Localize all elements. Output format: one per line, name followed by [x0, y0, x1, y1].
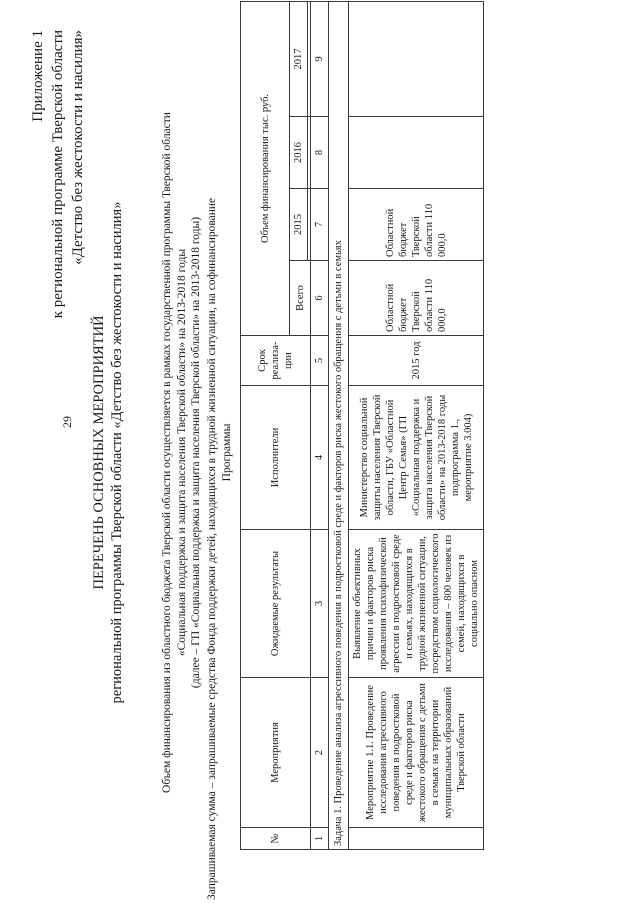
header-2016: 2016	[290, 117, 308, 189]
row-1-activity: Мероприятие 1.1. Проведение исследования агрессивного поведения в подростковой среде и факторов риска жестокого обращения с детьми в семьях на территории муниципальных образований Тверской области	[349, 678, 484, 828]
document-title	[90, 0, 126, 905]
activities-table	[240, 1, 484, 850]
funding-note-line-2: «Социальная поддержка и защита населения Тверской области» на 2013-2018 годы	[175, 248, 188, 657]
appendix-line-3: «Детство без жестокости и насилия»	[70, 30, 86, 265]
funding-note-line-5: Программы	[220, 423, 233, 482]
row-1-no	[349, 828, 484, 850]
col-number-9: 9	[311, 1, 329, 116]
col-number-8: 8	[311, 117, 329, 189]
col-number-5: 5	[311, 336, 329, 386]
header-term: Срок реализа-ции	[241, 336, 311, 386]
header-no: №	[241, 828, 311, 850]
column-number-row	[311, 1, 329, 849]
table-header-row	[241, 1, 290, 849]
title-line-2: региональной программы Тверской области «Детство без жестокости и насилия»	[109, 201, 125, 704]
table-row	[349, 1, 484, 849]
header-results: Ожидаемые результаты	[241, 530, 311, 678]
col-number-6: 6	[311, 261, 329, 336]
header-funding: Объем финансирования тыс. руб.	[241, 1, 290, 335]
header-total: Всего	[290, 261, 311, 336]
appendix-line-2: к региональной программе Тверской области	[50, 30, 66, 319]
header-2017: 2017	[290, 1, 308, 116]
funding-note	[160, 40, 204, 865]
title-line-1: ПЕРЕЧЕНЬ ОСНОВНЫХ МЕРОПРИЯТИЙ	[91, 315, 107, 590]
col-number-4: 4	[311, 386, 329, 530]
row-1-result: Выявление объективных причин и факторов риска проявления психофизической агрессии в подростковой среде и семьях, находящихся в трудной жизненной ситуации, посредством социологического исследования – 800 человек из семей, находящихся в социально опасном	[349, 530, 484, 678]
col-number-3: 3	[311, 530, 329, 678]
row-1-term: 2015 год	[349, 336, 484, 386]
col-number-2: 2	[311, 678, 329, 828]
col-number-1: 1	[311, 828, 329, 850]
appendix-line-1: Приложение 1	[30, 30, 46, 122]
row-1-2016	[349, 117, 484, 189]
funding-note-line-1: Объем финансирования из областного бюджета Тверской области осуществляется в рамках государственной программы Тверской области	[161, 112, 173, 793]
header-executors: Исполнители	[241, 386, 311, 530]
row-1-2015: Областной бюджет Тверской области 110 000,0	[349, 189, 484, 261]
funding-note-line-3: (далее – ГП «Социальная поддержка и защита населения Тверской области» на 2013-2018 годы)	[190, 216, 203, 689]
task-row	[329, 1, 349, 849]
funding-note-line-4: Запрашиваемая сумма – запрашиваемые средства Фонда поддержки детей, находящихся в трудной жизненной ситуации, на софинансирование	[206, 197, 218, 900]
row-1-total: Областной бюджет Тверской области 110 000,0	[349, 261, 484, 336]
appendix-header	[28, 30, 88, 318]
task-1-heading: Задача 1. Проведение анализа агрессивного поведения в подростковой среде и факторов риска жестокого обращения с детьми в семьях	[329, 1, 349, 849]
row-1-executor: Министерство социальной защиты населения Тверской области, ГБУ «Областной Центр Семья» (ГП «Социальная поддержка и защита населения Тверской области» на 2013-2018 годы подпрограмма 1., мероприятие 3.004)	[349, 386, 484, 530]
page-number: 29	[60, 416, 74, 428]
header-2015: 2015	[290, 189, 308, 261]
col-number-7: 7	[311, 189, 329, 261]
row-1-2017	[349, 1, 484, 116]
header-activities: Мероприятия	[241, 678, 311, 828]
requested-sum-note	[205, 5, 234, 900]
